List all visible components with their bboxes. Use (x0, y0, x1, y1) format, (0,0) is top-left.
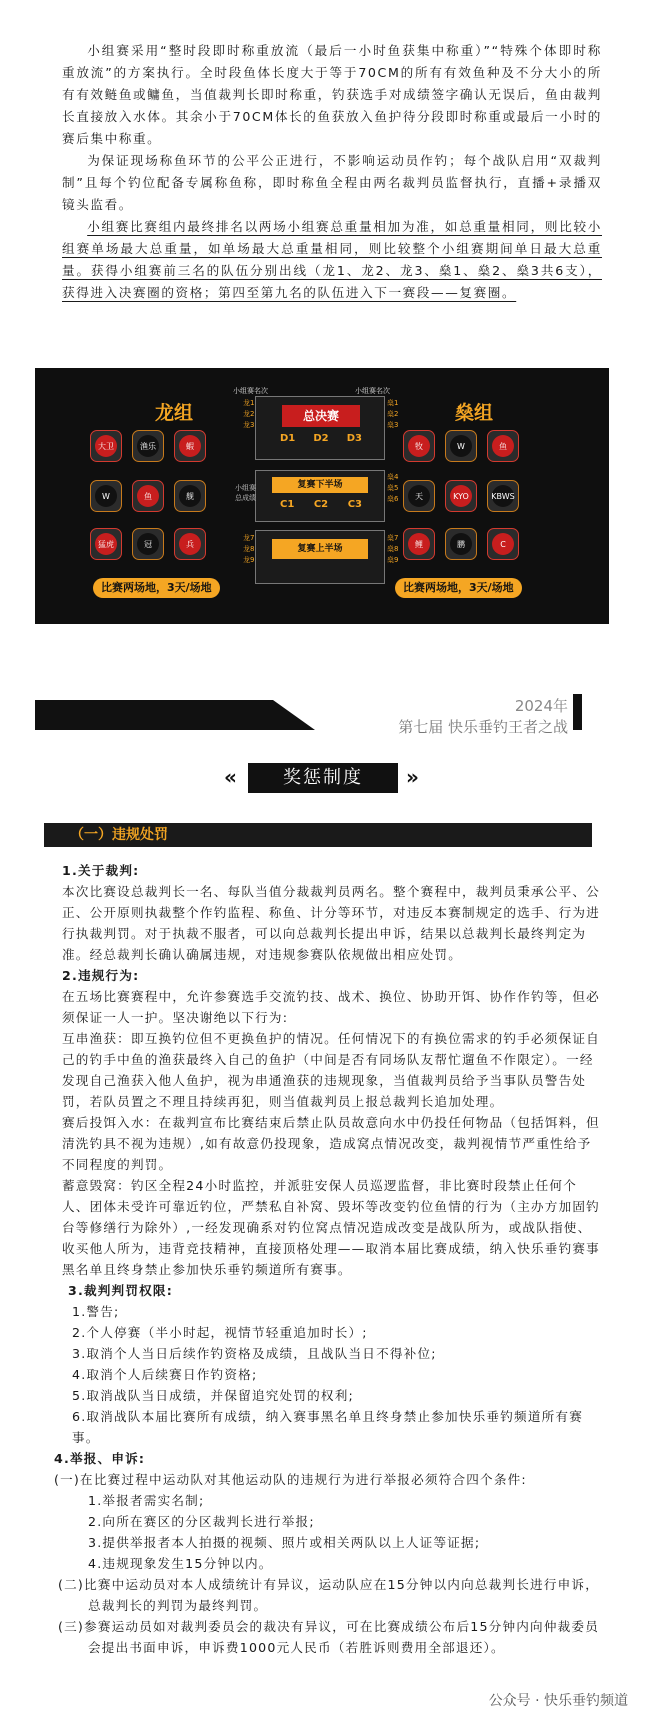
rank-tag: 燊6 (387, 495, 399, 503)
rank-tag: 燊3 (387, 421, 399, 429)
team-logo (132, 528, 164, 560)
rule-text-4b2: 总裁判长的判罚为最终判罚。 (88, 1598, 268, 1613)
rule-text-4b1: (二)比赛中运动员对本人成绩统计有异议，运动队应在15分钟以内向总裁判长进行申诉， (58, 1577, 600, 1592)
banner-bar (35, 700, 315, 730)
team-logo-mark: 大卫 (95, 435, 117, 457)
team-logo-mark: C (492, 533, 514, 555)
list-item: 1.警告; (72, 1304, 120, 1319)
team-logo (90, 430, 122, 462)
rule-text-1: 本次比赛设总裁判长一名、每队当值分裁裁判员两名。整个赛程中，裁判员秉承公平、公正、公开原则执裁整个作钓监程、称鱼、计分等环节，对违反本赛制规定的选手、行为进行执裁判罚。对于执裁不服者，可以向总裁判长提出申诉，结果以总裁判长最终判定为准。经总裁判长确认确属违规，对违规参赛队依规做出相应处罚。 (62, 884, 600, 962)
rank-tag: 龙8 (243, 545, 255, 553)
semi-slot-3: C3 (347, 499, 362, 510)
team-logo (174, 480, 206, 512)
final-right-ranks (387, 398, 398, 431)
rule-text-4c1: (三)参赛运动员如对裁判委员会的裁决有异议，可在比赛成绩公布后15分钟内向仲裁委员 (58, 1619, 600, 1634)
rank-tag: 龙1 (243, 399, 255, 407)
team-logo (403, 430, 435, 462)
rule-text-2c: 赛后投饵入水：在裁判宣布比赛结束后禁止队员故意向水中仍投任何物品（包括饵料，但清洗钓具不视为违规）,如有故意仍投现象，造成窝点情况改变，裁判视情节严重性给予不同程度的判罚。 (62, 1115, 600, 1172)
team-logo (132, 480, 164, 512)
right-group-title: 燊组 (455, 402, 494, 424)
list-item: 6.取消战队本届比赛所有成绩，纳入赛事黑名单且终身禁止参加快乐垂钓频道所有赛事。 (72, 1409, 583, 1445)
rule-heading-2: 2.违规行为: (62, 968, 140, 983)
rank-tag: 龙2 (243, 410, 255, 418)
team-logo-mark: KYO (450, 485, 472, 507)
team-logo (487, 480, 519, 512)
team-logo (487, 528, 519, 560)
rule-text-4c2: 会提出书面申诉，申诉费1000元人民币（若胜诉则费用全部退还）。 (88, 1640, 505, 1655)
team-logo (445, 430, 477, 462)
banner-accent (573, 694, 582, 730)
intro-paragraph-3: 小组赛比赛组内最终排名以两场小组赛总重量相加为准，如总重量相同，则比较小组赛单场最大总重量，如单场最大总重量相同，则比较整个小组赛期间单日最大总重量。获得小组赛前三名的队伍分别出线（龙1、龙2、龙3、燊1、燊2、燊3共6支），获得进入决赛圈的资格；第四至第九名的队伍进入下一赛段——复赛圈。 (62, 219, 602, 300)
rule-text-2a: 在五场比赛赛程中，允许参赛选手交流钓技、战术、换位、协助开饵、协作作钓等，但必须保证一人一护。坚决谢绝以下行为: (62, 989, 600, 1025)
chevron-left-icon: « (224, 765, 237, 789)
semi-slots (280, 499, 362, 510)
team-logo-mark: 兵 (179, 533, 201, 555)
team-logo (174, 528, 206, 560)
right-footer-badge: 比赛两场地，3天/场地 (395, 578, 522, 598)
team-logo-mark: 猛虎 (95, 533, 117, 555)
team-logo-mark: W (450, 435, 472, 457)
team-logo (445, 528, 477, 560)
rule-heading-3: 3.裁判判罚权限: (68, 1283, 173, 1298)
team-logo-mark: 鲤 (408, 533, 430, 555)
left-footer-badge: 比赛两场地，3天/场地 (93, 578, 220, 598)
side-label: 小组赛 总成绩 (235, 484, 256, 502)
rule-text-2b: 互串渔获：即互换钓位但不更换鱼护的情况。任何情况下的有换位需求的钓手必须保证自己的钓手中鱼的渔获最终入自己的鱼护（中间是否有同场队友帮忙遛鱼不作限定）。一经发现自己渔获入他人鱼护，视为串通渔获的违规现象，当值裁判员给予当事队员警告处罚，若队员置之不理且持续再犯，则当值裁判员上报总裁判长追加处理。 (62, 1031, 600, 1109)
section-title: 奖惩制度 (248, 763, 398, 793)
penalty-list (62, 1301, 602, 1448)
rank-tag: 燊1 (387, 399, 399, 407)
final-slot-3: D3 (346, 433, 362, 444)
team-logo-mark: 鹏 (450, 533, 472, 555)
final-slot-2: D2 (313, 433, 329, 444)
footer-watermark: 公众号 · 快乐垂钓频道 (488, 1693, 628, 1709)
intro-paragraph-1: 小组赛采用“整时段即时称重放流（最后一小时鱼获集中称重）”“特殊个体即时称重放流”的方案执行。全时段鱼体长度大于等于70CM的所有有效鱼种及不分大小的所有有效鲢鱼或鳙鱼，当值裁判长即时称重，钓获选手对成绩签字确认无误后，鱼由裁判长直接放入水体。其余小于70CM体长的鱼获放入鱼护待分段即时称重或最后一小时的赛后集中称重。 (62, 43, 602, 146)
rank-tag: 燊2 (387, 410, 399, 418)
subsection-bar (44, 823, 592, 847)
team-logo-mark: 舰 (179, 485, 201, 507)
col-label-left: 小组赛名次 (233, 387, 268, 395)
rep-right-ranks (387, 533, 398, 566)
team-logo-mark: KBWS (492, 485, 514, 507)
team-logo-mark: 冠 (137, 533, 159, 555)
team-logo (403, 480, 435, 512)
list-item: 3.提供举报者本人拍摄的视频、照片或相关两队以上人证等证据; (88, 1535, 481, 1550)
banner-year: 2024年 (514, 697, 568, 715)
chevron-right-icon: » (406, 765, 419, 789)
rank-tag: 燊4 (387, 473, 399, 481)
list-item: 3.取消个人当日后续作钓资格及成绩，且战队当日不得补位; (72, 1346, 437, 1361)
rank-tag: 燊5 (387, 484, 399, 492)
semi-right-ranks (387, 472, 398, 505)
final-slot-1: D1 (280, 433, 296, 444)
intro-section (62, 40, 602, 304)
bracket-poster (35, 368, 609, 624)
list-item: 2.个人停赛（半小时起，视情节轻重追加时长）; (72, 1325, 368, 1340)
list-item: 4.违规现象发生15分钟以内。 (88, 1556, 273, 1571)
semi-slot-2: C2 (313, 499, 329, 510)
intro-paragraph-2: 为保证现场称鱼环节的公平公正进行，不影响运动员作钓；每个战队启用“双裁判制”且每个钓位配备专属称鱼称，即时称鱼全程由两名裁判员监督执行，直播+录播双镜头监看。 (62, 153, 602, 212)
final-box (255, 396, 385, 460)
col-label-right: 小组赛名次 (355, 387, 390, 395)
rank-tag: 燊8 (387, 545, 399, 553)
team-logo (445, 480, 477, 512)
rank-tag: 燊7 (387, 534, 399, 542)
banner-event: 第七届 快乐垂钓王者之战 (398, 718, 568, 736)
rule-heading-4: 4.举报、申诉: (54, 1451, 146, 1466)
rank-tag: 龙7 (243, 534, 255, 542)
team-logo (90, 480, 122, 512)
team-logo-mark: W (95, 485, 117, 507)
final-title: 总决赛 (282, 405, 360, 427)
team-logo (90, 528, 122, 560)
list-item: 4.取消个人后续赛日作钓资格; (72, 1367, 258, 1382)
team-logo-mark: 天 (408, 485, 430, 507)
rule-text-4a: (一)在比赛过程中运动队对其他运动队的违规行为进行举报必须符合四个条件: (54, 1472, 527, 1487)
rep-left-ranks (243, 533, 254, 566)
semi-title: 复赛下半场 (272, 477, 368, 493)
semi-slot-1: C1 (280, 499, 295, 510)
rank-tag: 燊9 (387, 556, 399, 564)
report-conditions-list (62, 1490, 602, 1574)
team-logo (487, 430, 519, 462)
team-logo-mark: 鱼 (492, 435, 514, 457)
rule-text-2d: 蓄意毁窝：钓区全程24小时监控，并派驻安保人员巡逻监督，非比赛时段禁止任何个人、团体未受许可靠近钓位，严禁私自补窝、毁坏等改变钓位鱼情的行为（主办方加固钓台等修缮行为除外）,一经发现确系对钓位窝点情况造成改变是战队所为，或战队指使、收买他人所为，违背竞技精神，直接顶格处理——取消本届比赛成绩，纳入快乐垂钓赛事黑名单且终身禁止参加快乐垂钓频道所有赛事。 (62, 1178, 600, 1277)
team-logo (403, 528, 435, 560)
list-item: 1.举报者需实名制; (88, 1493, 205, 1508)
rank-tag: 龙9 (243, 556, 255, 564)
final-left-ranks (243, 398, 254, 431)
left-group-title: 龙组 (155, 402, 194, 424)
team-logo-mark: 牧 (408, 435, 430, 457)
rep-box (255, 530, 385, 584)
team-logo (174, 430, 206, 462)
list-item: 5.取消战队当日成绩，并保留追究处罚的权利; (72, 1388, 354, 1403)
list-item: 2.向所在赛区的分区裁判长进行举报; (88, 1514, 315, 1529)
rule-heading-1: 1.关于裁判: (62, 863, 140, 878)
team-logo-mark: 鱼 (137, 485, 159, 507)
semi-box (255, 470, 385, 522)
team-logo-mark: 渔乐 (137, 435, 159, 457)
rank-tag: 龙3 (243, 421, 255, 429)
subsection-title: （一）违规处罚 (70, 827, 168, 843)
team-logo-mark: 蝦 (179, 435, 201, 457)
rep-title: 复赛上半场 (272, 539, 368, 559)
rules-section (54, 860, 602, 1658)
final-slots (280, 433, 362, 444)
team-logo (132, 430, 164, 462)
